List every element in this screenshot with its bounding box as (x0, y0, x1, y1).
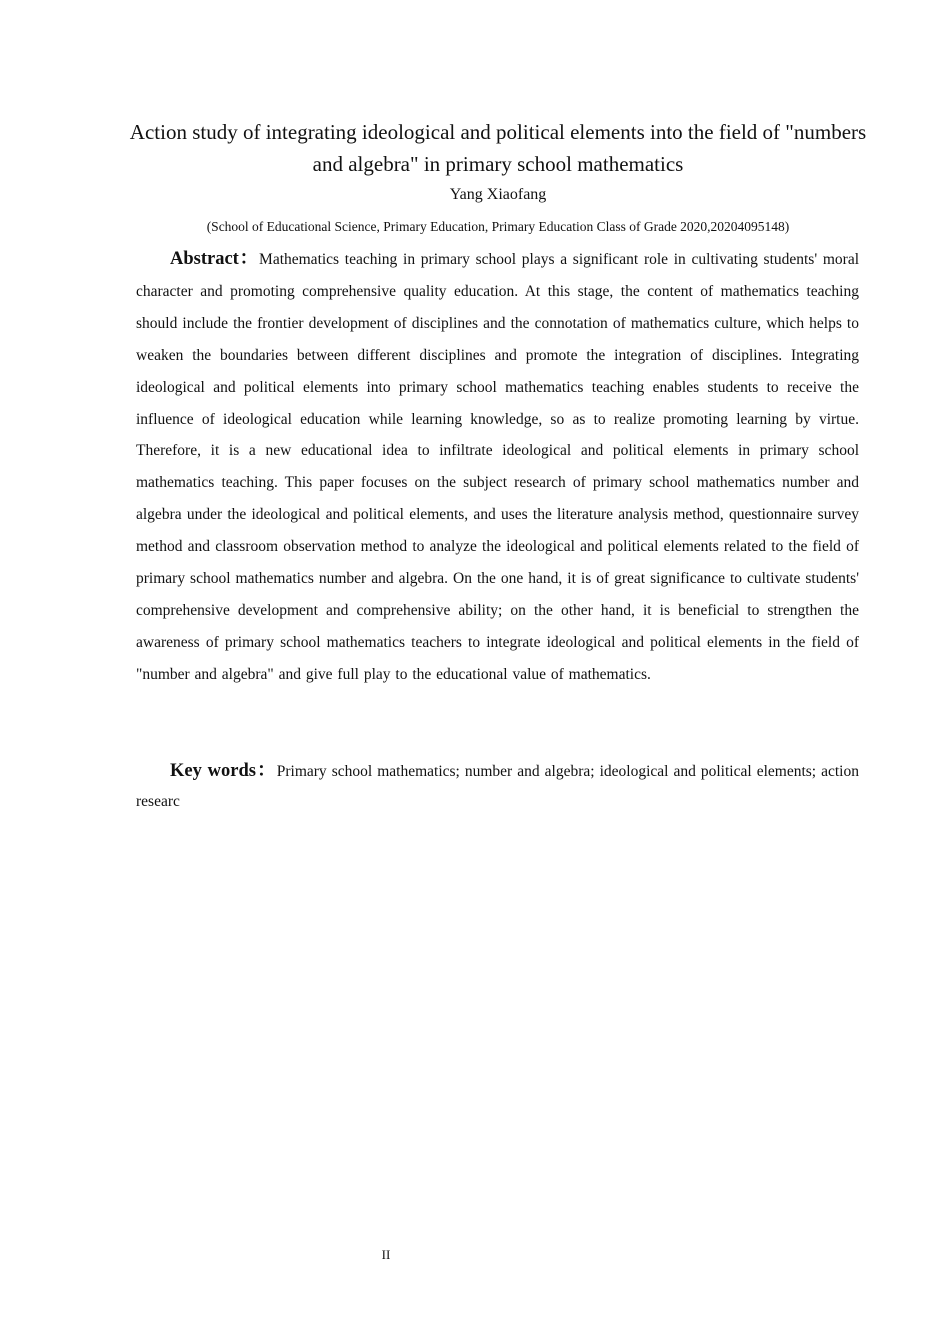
keywords-text: Primary school mathematics; number and algebra; ideological and political elements; action researc (136, 763, 859, 810)
keywords-paragraph (136, 756, 859, 817)
page-number: II (381, 1247, 391, 1262)
document-title: Action study of integrating ideological and political elements into the field of "numbers and algebra" in primary school mathematics (129, 120, 867, 176)
author-affiliation: (School of Educational Science, Primary Education, Primary Education Class of Grade 2020,20204095148) (206, 219, 790, 234)
keywords-label: Key words： (170, 761, 277, 781)
abstract-paragraph (136, 244, 859, 691)
abstract-text: Mathematics teaching in primary school plays a significant role in cultivating students' moral character and promoting comprehensive quality education. At this stage, the content of mathematics teaching should include the frontier development of disciplines and the connotation of mathematics culture, which helps to weaken the boundaries between different disciplines and promote the integration of disciplines. Integrating ideological and political elements into primary school mathematics teaching enables students to receive the influence of ideological education while learning knowledge, so as to realize promoting learning by virtue. Therefore, it is a new educational idea to infiltrate ideological and political elements in primary school mathematics teaching. This paper focuses on the subject research of primary school mathematics number and algebra under the ideological and political elements, and uses the literature analysis method, questionnaire survey method and classroom observation method to analyze the ideological and political elements related to the field of primary school mathematics number and algebra. On the one hand, it is of great significance to cultivate students' comprehensive development and comprehensive ability; on the other hand, it is beneficial to strengthen the awareness of primary school mathematics teachers to integrate ideological and political elements in the field of "number and algebra" and give full play to the educational value of mathematics. (136, 251, 860, 683)
abstract-label: Abstract： (170, 249, 260, 269)
author-name: Yang Xiaofang (449, 186, 547, 203)
